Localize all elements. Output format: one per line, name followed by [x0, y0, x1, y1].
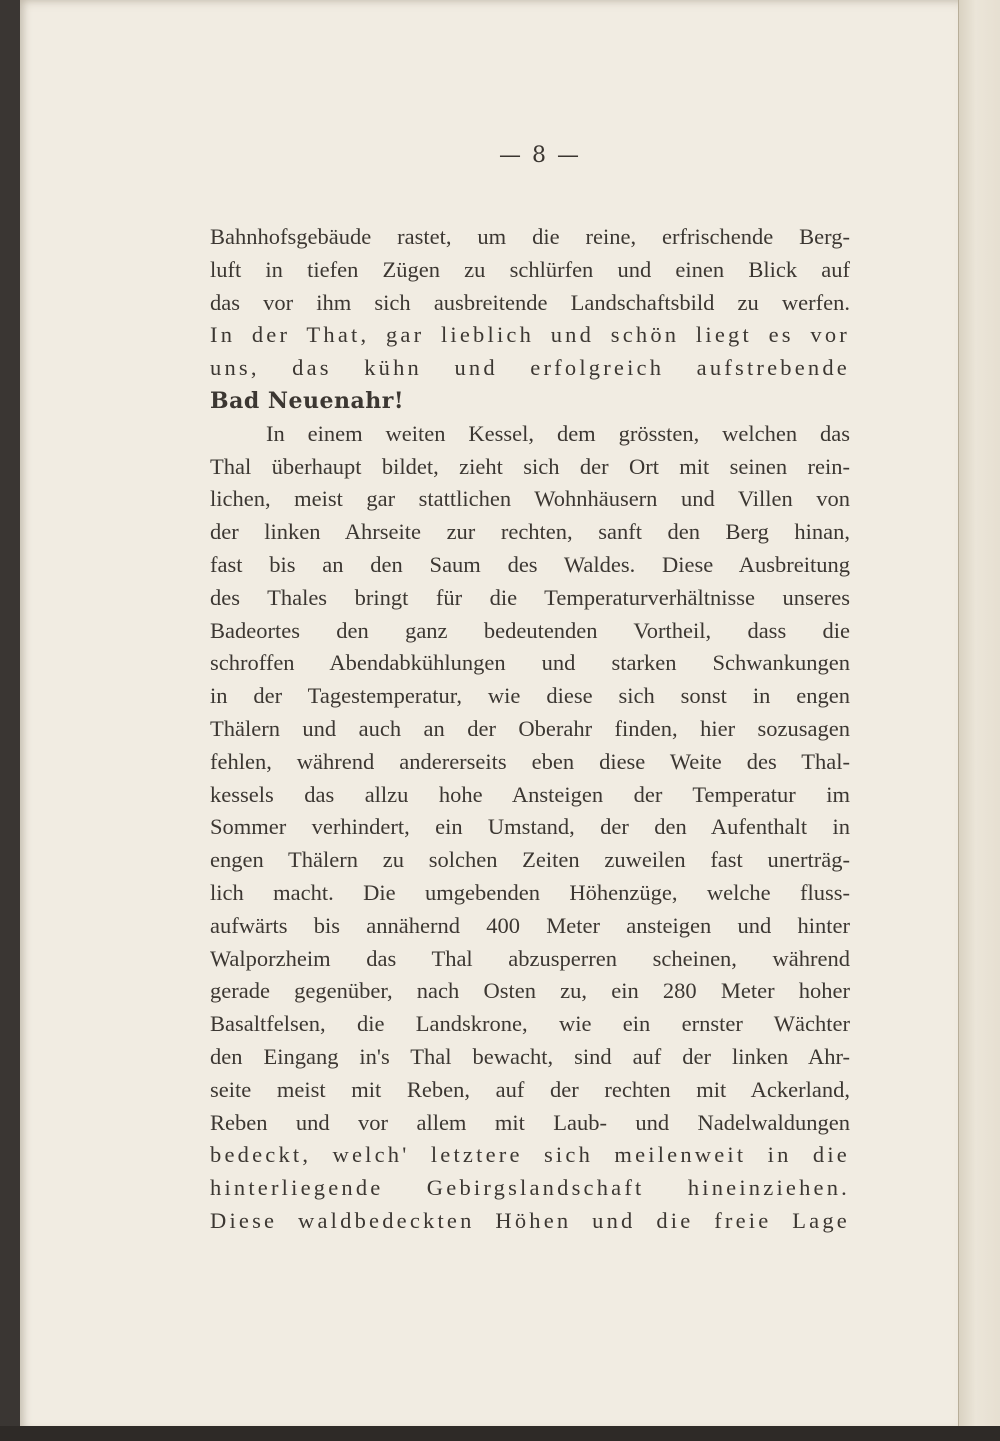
- text-line: Diese waldbedeckten Höhen und die freie Lage: [210, 1207, 850, 1233]
- text-line: hinterliegende Gebirgslandschaft hineinziehen.: [210, 1175, 850, 1201]
- text-line: Walporzheim das Thal abzusperren scheinen, während: [210, 945, 850, 971]
- text-line: Thal überhaupt bildet, zieht sich der Ort mit seinen rein-: [210, 453, 850, 479]
- text-line: seite meist mit Reben, auf der rechten mit Ackerland,: [210, 1076, 850, 1102]
- page-number: — 8 —: [499, 143, 581, 168]
- text-line: lich macht. Die umgebenden Höhenzüge, welche fluss-: [210, 879, 850, 905]
- text-line: fast bis an den Saum des Waldes. Diese Ausbreitung: [210, 551, 850, 577]
- text-line: Bahnhofsgebäude rastet, um die reine, erfrischende Berg-: [210, 224, 850, 249]
- text-line: bedeckt, welch' letztere sich meilenweit in die: [210, 1142, 850, 1168]
- text-line: luft in tiefen Zügen zu schlürfen und einen Blick auf: [210, 256, 850, 282]
- body-text: [210, 221, 850, 1238]
- text-line: kessels das allzu hohe Ansteigen der Temperatur im: [210, 781, 850, 807]
- page-edge-bottom: [0, 1426, 1000, 1441]
- text-line: das vor ihm sich ausbreitende Landschaftsbild zu werfen.: [210, 289, 850, 315]
- text-line: fehlen, während andererseits eben diese Weite des Thal-: [210, 748, 850, 774]
- text-line: gerade gegenüber, nach Osten zu, ein 280 Meter hoher: [210, 978, 850, 1004]
- page-edge-right: [958, 0, 1000, 1441]
- text-line: Sommer verhindert, ein Umstand, der den Aufenthalt in: [210, 814, 850, 840]
- text-line: den Eingang in's Thal bewacht, sind auf der linken Ahr-: [210, 1043, 850, 1069]
- text-line: In der That, gar lieblich und schön liegt es vor: [210, 322, 850, 348]
- text-line: Basaltfelsen, die Landskrone, wie ein ernster Wächter: [210, 1011, 850, 1037]
- text-line: uns, das kühn und erfolgreich aufstrebende: [210, 355, 850, 381]
- text-line: in der Tagestemperatur, wie diese sich sonst in engen: [210, 683, 850, 709]
- text-line: In einem weiten Kessel, dem grössten, welchen das: [266, 420, 850, 446]
- text-line: engen Thälern zu solchen Zeiten zuweilen fast unerträg-: [210, 847, 850, 873]
- text-line: lichen, meist gar stattlichen Wohnhäusern und Villen von: [210, 486, 850, 512]
- heading-bad-neuenahr: Bad Neuenahr!: [210, 387, 404, 414]
- text-line: Thälern und auch an der Oberahr finden, hier sozusagen: [210, 715, 850, 741]
- text-line: aufwärts bis annähernd 400 Meter ansteigen und hinter: [210, 912, 850, 938]
- text-line: des Thales bringt für die Temperaturverhältnisse unseres: [210, 584, 850, 610]
- text-line: der linken Ahrseite zur rechten, sanft den Berg hinan,: [210, 519, 850, 545]
- text-line: Badeortes den ganz bedeutenden Vortheil, dass die: [210, 617, 850, 643]
- text-line: Reben und vor allem mit Laub- und Nadelwaldungen: [210, 1109, 850, 1135]
- text-line: schroffen Abendabkühlungen und starken Schwankungen: [210, 650, 850, 676]
